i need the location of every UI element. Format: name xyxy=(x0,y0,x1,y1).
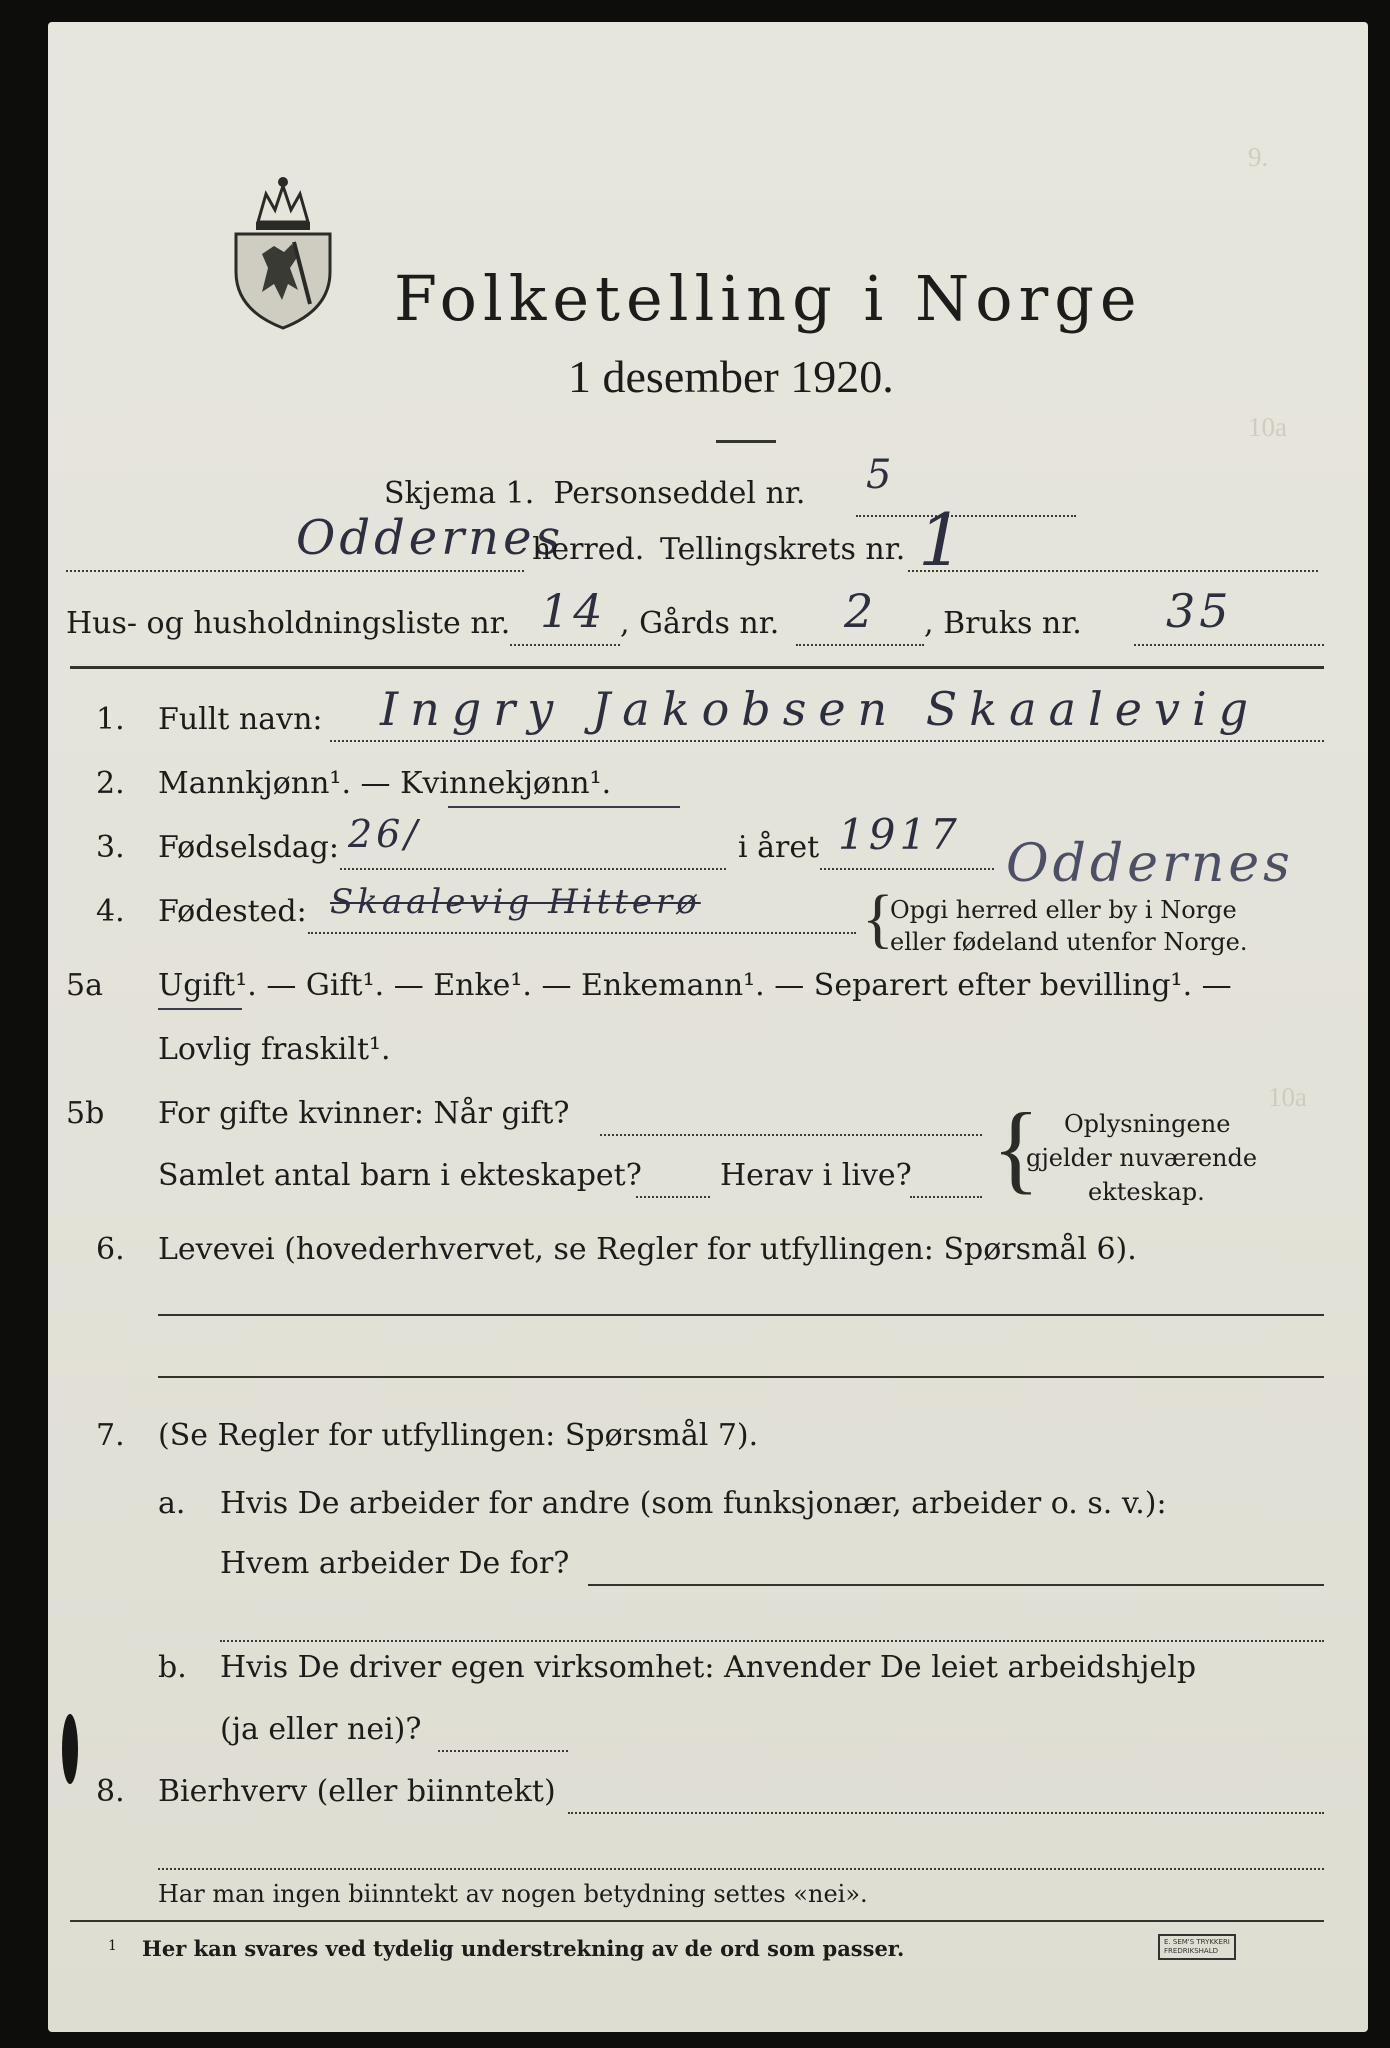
q7b-letter: b. xyxy=(158,1650,187,1685)
side-income-field-line-2[interactable] xyxy=(158,1868,1324,1870)
q4-note-brace: { xyxy=(862,882,894,955)
birthplace-value: Skaalevig Hitterø xyxy=(330,882,701,922)
gender-options[interactable]: Mannkjønn¹. — Kvinnekjønn¹. xyxy=(158,766,612,801)
household-list-field-line[interactable] xyxy=(510,644,620,646)
tellingskrets-label: Tellingskrets nr. xyxy=(660,532,906,567)
married-date-field-line[interactable] xyxy=(600,1134,982,1136)
bruks-label: , Bruks nr. xyxy=(924,606,1082,641)
bruks-field-line[interactable] xyxy=(1134,644,1324,646)
q5a-number: 5a xyxy=(66,968,103,1003)
q4-label: Fødested: xyxy=(158,894,307,929)
children-total-label: Samlet antal barn i ekteskapet? xyxy=(158,1158,642,1193)
herred-field-line[interactable] xyxy=(66,570,524,572)
q5b-note-line2: gjelder nuværende xyxy=(1026,1144,1258,1172)
bleed-through-text: 9. xyxy=(1248,142,1269,172)
q6-number: 6. xyxy=(96,1232,125,1267)
household-list-value: 14 xyxy=(540,584,607,638)
q3-number: 3. xyxy=(96,830,125,865)
children-alive-label: Herav i live? xyxy=(720,1158,912,1193)
gards-label: , Gårds nr. xyxy=(620,606,780,641)
title-divider xyxy=(716,440,776,443)
marital-status-options-line2[interactable]: Lovlig fraskilt¹. xyxy=(158,1032,391,1067)
q7a-line2: Hvem arbeider De for? xyxy=(220,1546,570,1581)
q5b-note-line3: ekteskap. xyxy=(1088,1178,1205,1206)
header-divider xyxy=(70,666,1324,669)
q7b-line1: Hvis De driver egen virksomhet: Anvender De leiet arbeidshjelp xyxy=(220,1650,1197,1685)
footnote-divider xyxy=(70,1920,1324,1922)
q5b-note-line1: Oplysningene xyxy=(1064,1110,1231,1138)
full-name-field-line[interactable] xyxy=(330,740,1324,742)
printer-stamp-line2: FREDRIKSHALD xyxy=(1164,1947,1219,1955)
q7-label: (Se Regler for utfyllingen: Spørsmål 7). xyxy=(158,1418,759,1453)
q4-note-line1: Opgi herred eller by i Norge xyxy=(890,896,1237,924)
birthplace-field-line[interactable] xyxy=(308,932,856,934)
marital-underline-ugift xyxy=(158,1008,242,1010)
birthday-field-line[interactable] xyxy=(340,868,726,870)
q8-number: 8. xyxy=(96,1774,125,1809)
q5b-number: 5b xyxy=(66,1096,105,1131)
q5b-note-brace: { xyxy=(992,1092,1040,1203)
census-form-page xyxy=(48,22,1368,2032)
gards-field-line[interactable] xyxy=(796,644,924,646)
q8-label: Bierhverv (eller biinntekt) xyxy=(158,1774,556,1809)
birthday-value: 26/ xyxy=(348,812,422,856)
birth-year-label: i året xyxy=(738,830,820,865)
household-list-label: Hus- og husholdningsliste nr. xyxy=(66,606,511,641)
q2-number: 2. xyxy=(96,766,125,801)
occupation-field-line-1[interactable] xyxy=(158,1314,1324,1316)
full-name-value: Ingry Jakobsen Skaalevig xyxy=(380,682,1261,736)
birthplace-correction: Oddernes xyxy=(1006,834,1294,894)
q4-note-line2: eller fødeland utenfor Norge. xyxy=(890,928,1248,956)
children-total-field-line[interactable] xyxy=(636,1196,710,1198)
gards-value: 2 xyxy=(844,584,878,638)
married-date-label: For gifte kvinner: Når gift? xyxy=(158,1096,570,1131)
schema-label: Skjema 1. Personseddel nr. xyxy=(384,476,806,511)
tellingskrets-value: 1 xyxy=(918,498,968,582)
form-title: Folketelling i Norge xyxy=(394,262,1143,335)
q3-label: Fødselsdag: xyxy=(158,830,339,865)
q4-number: 4. xyxy=(96,894,125,929)
gender-underline-kvinnekjonn xyxy=(448,806,680,808)
hired-help-field-line[interactable] xyxy=(438,1750,568,1752)
norwegian-coat-of-arms-icon xyxy=(228,172,338,332)
footnote-text: Her kan svares ved tydelig understrekning av de ord som passer. xyxy=(142,1936,905,1961)
herred-label: herred. xyxy=(532,532,645,567)
children-alive-field-line[interactable] xyxy=(910,1196,982,1198)
tellingskrets-field-line[interactable] xyxy=(908,570,1318,572)
bleed-through-text: 10a xyxy=(1248,412,1287,442)
birth-year-field-line[interactable] xyxy=(820,868,994,870)
birth-year-value: 1917 xyxy=(838,810,961,859)
census-date: 1 desember 1920. xyxy=(568,351,894,402)
q1-number: 1. xyxy=(96,702,125,737)
occupation-field-line-2[interactable] xyxy=(158,1376,1324,1378)
printer-stamp-line1: E. SEM'S TRYKKERI xyxy=(1164,1938,1230,1946)
side-income-field-line-1[interactable] xyxy=(568,1812,1324,1814)
q8-note: Har man ingen biinntekt av nogen betydning settes «nei». xyxy=(158,1880,868,1908)
employer-field-line-2[interactable] xyxy=(220,1640,1324,1642)
ink-blot xyxy=(62,1714,78,1784)
q6-label: Levevei (hovederhvervet, se Regler for utfyllingen: Spørsmål 6). xyxy=(158,1232,1137,1267)
q7b-line2: (ja eller nei)? xyxy=(220,1712,422,1747)
employer-field-line-1[interactable] xyxy=(588,1584,1324,1586)
q1-label: Fullt navn: xyxy=(158,702,323,737)
printer-stamp xyxy=(1158,1934,1236,1960)
q7a-letter: a. xyxy=(158,1486,186,1521)
bleed-through-text: 10a xyxy=(1268,1082,1307,1112)
herred-value: Oddernes xyxy=(296,510,565,566)
marital-status-options[interactable]: Ugift¹. — Gift¹. — Enke¹. — Enkemann¹. — Separert efter bevilling¹. — xyxy=(158,968,1232,1003)
bruks-value: 35 xyxy=(1166,584,1233,638)
footnote-mark: 1 xyxy=(108,1938,117,1954)
personseddel-value: 5 xyxy=(866,452,896,498)
q7a-line1: Hvis De arbeider for andre (som funksjonær, arbeider o. s. v.): xyxy=(220,1486,1167,1521)
q7-number: 7. xyxy=(96,1418,125,1453)
